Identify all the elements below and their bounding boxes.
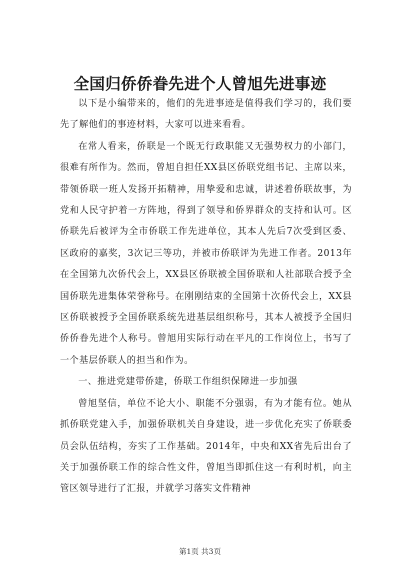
section-heading: 一、推进党建带侨建，侨联工作组织保障进一步加强: [78, 377, 298, 388]
paragraph-intro: 以下是小编带来的，他们的先进事迹是值得我们学习的，我们要先了解他们的事迹材料，大家可以进来看看。: [60, 99, 352, 131]
document-body: [60, 94, 352, 501]
paragraph-main: 在常人看来，侨联是一个既无行政职能又无强势权力的小部门，很难有所作为。然而，曾旭自担任XX县区侨联党组书记、主席以来，带领侨联一班人发扬开拓精神，用挚爱和忠诚，讲述着侨联故事，为党和人民守护着一方阵地，得到了领导和侨界群众的支持和认可。区侨联先后被评为全市侨联工作先进单位，其本人先后7次受到区委、区政府的嘉奖，3次记三等功，并被市侨联评为先进工作者。2013年在全国第九次侨代会上，XX县区侨联被全国侨联和人社部联合授予全国侨联先进集体荣誉称号。在刚刚结束的全国第十次侨代会上，XX县区侨联被授予全国侨联系统先进基层组织称号，其本人被授予全国归侨侨眷先进个人称号。曾旭用实际行动在平凡的工作岗位上，书写了一个基层侨联人的担当和作为。: [60, 141, 352, 366]
document-title: 全国归侨侨眷先进个人曾旭先进事迹: [73, 74, 327, 93]
page-indicator: 第1页 共3页: [179, 547, 221, 556]
paragraph-section-one: 曾旭坚信，单位不论大小、职能不分强弱，有为才能有位。她从抓侨联党建入手，加强侨联机关自身建设，进一步优化充实了侨联委员会队伍结构，夯实了工作基础。2014年，中央和XX省先后出台了关于加强侨联工作的综合性文件，曾旭当即抓住这一有利时机，向主管区领导进行了汇报，并就学习落实文件精神: [60, 398, 352, 495]
